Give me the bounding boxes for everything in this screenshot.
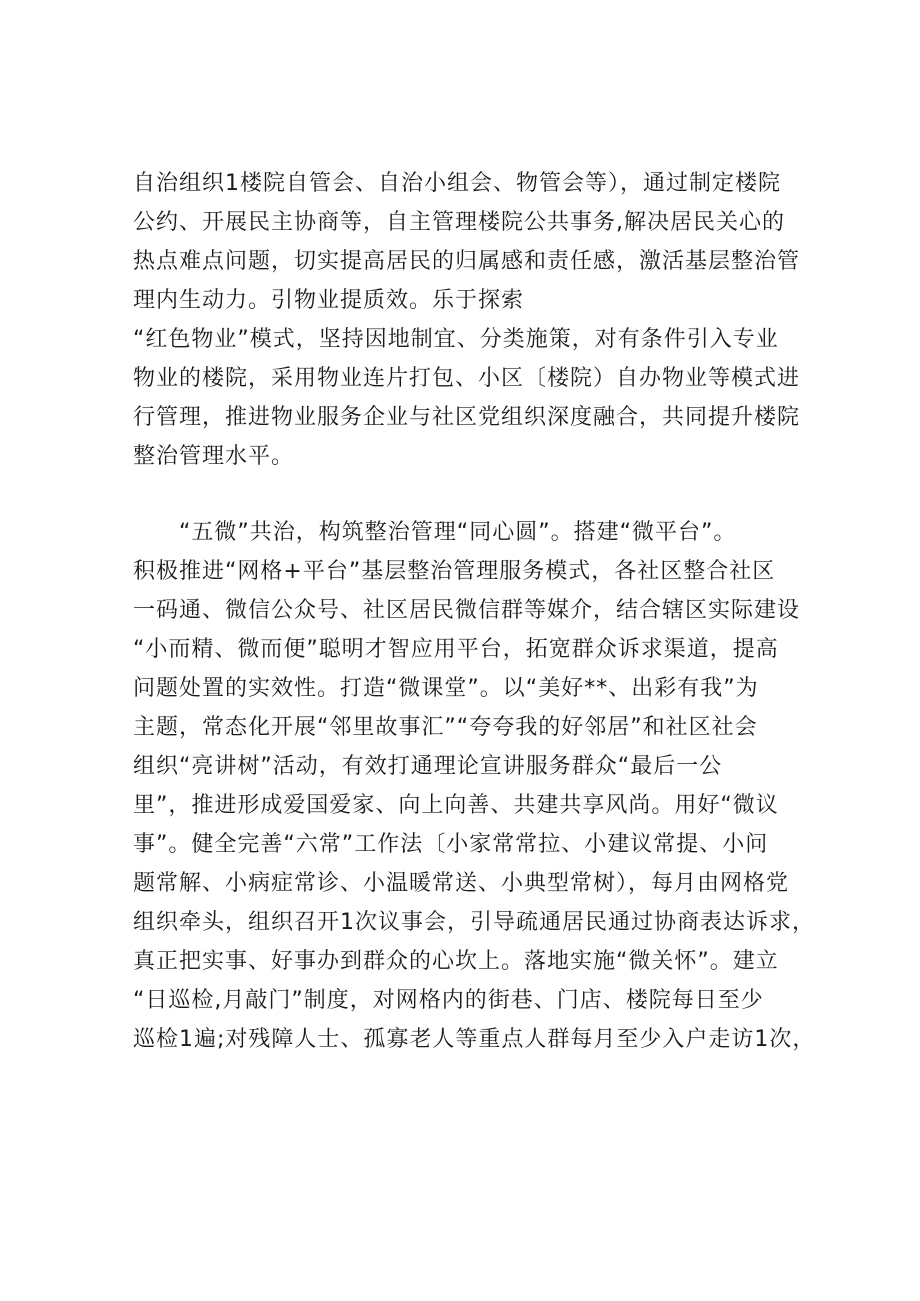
paragraph-line: “红色物业”模式，坚持因地制宜、分类施策，对有条件引入专业 [133,327,779,352]
paragraph-line: 组织“亮讲树”活动，有效打通理论宣讲服务群众“最后一公 [133,754,723,779]
paragraph-line: 物业的楼院，采用物业连片打包、小区〔楼院）自办物业等模式进 [133,366,801,391]
paragraph-line: 事”。健全完善“六常”工作法〔小家常常拉、小建议常提、小问 [133,832,769,857]
paragraph-line: 理内生动力。引物业提质效。乐于探索 [133,288,525,313]
paragraph-line: 问题处置的实效性。打造“微课堂”。以“美好**、出彩有我”为 [133,676,759,701]
paragraph-line: 自治组织1楼院自管会、自治小组会、物管会等），通过制定楼院 [133,171,781,196]
paragraph-line: 一码通、微信公众号、社区居民微信群等媒介，结合辖区实际建设 [133,598,801,623]
paragraph-line: 巡检1遍;对残障人士、孤寡老人等重点人群每月至少入户走访1次， [133,1027,816,1052]
paragraph-1 [133,164,813,476]
paragraph-line: “五微”共治，构筑整治管理“同心圆”。搭建“微平台”。 [179,520,737,545]
paragraph-line: “日巡检,月敲门”制度，对网格内的街巷、门店、楼院每日至少 [133,988,764,1013]
paragraph-line: 热点难点问题，切实提高居民的归属感和责任感，激活基层整治管 [133,249,801,274]
paragraph-line: “小而精、微而便”聪明才智应用平台，拓宽群众诉求渠道，提高 [133,637,779,662]
paragraph-2 [133,513,816,1059]
paragraph-line: 组织牵头，组织召开1次议事会，引导疏通居民通过协商表达诉求， [133,910,815,935]
paragraph-line: 积极推进“网格+平台”基层整治管理服务模式，各社区整合社区 [133,559,776,584]
paragraph-line: 主题，常态化开展“邻里故事汇”“夸夸我的好邻居”和社区社会 [133,715,758,740]
paragraph-line: 行管理，推进物业服务企业与社区党组织深度融合，共同提升楼院 [133,405,801,430]
paragraph-line: 真正把实事、好事办到群众的心坎上。落地实施“微关怀”。建立 [133,949,779,974]
paragraph-line: 整治管理水平。 [133,444,295,469]
paragraph-line: 题常解、小病症常诊、小温暖常送、小典型常树），每月由网格党 [133,871,790,896]
paragraph-line: 公约、开展民主协商等，自主管理楼院公共事务,解决居民关心的 [133,210,785,235]
paragraph-line: 里”，推进形成爱国爱家、向上向善、共建共享风尚。用好“微议 [133,793,779,818]
